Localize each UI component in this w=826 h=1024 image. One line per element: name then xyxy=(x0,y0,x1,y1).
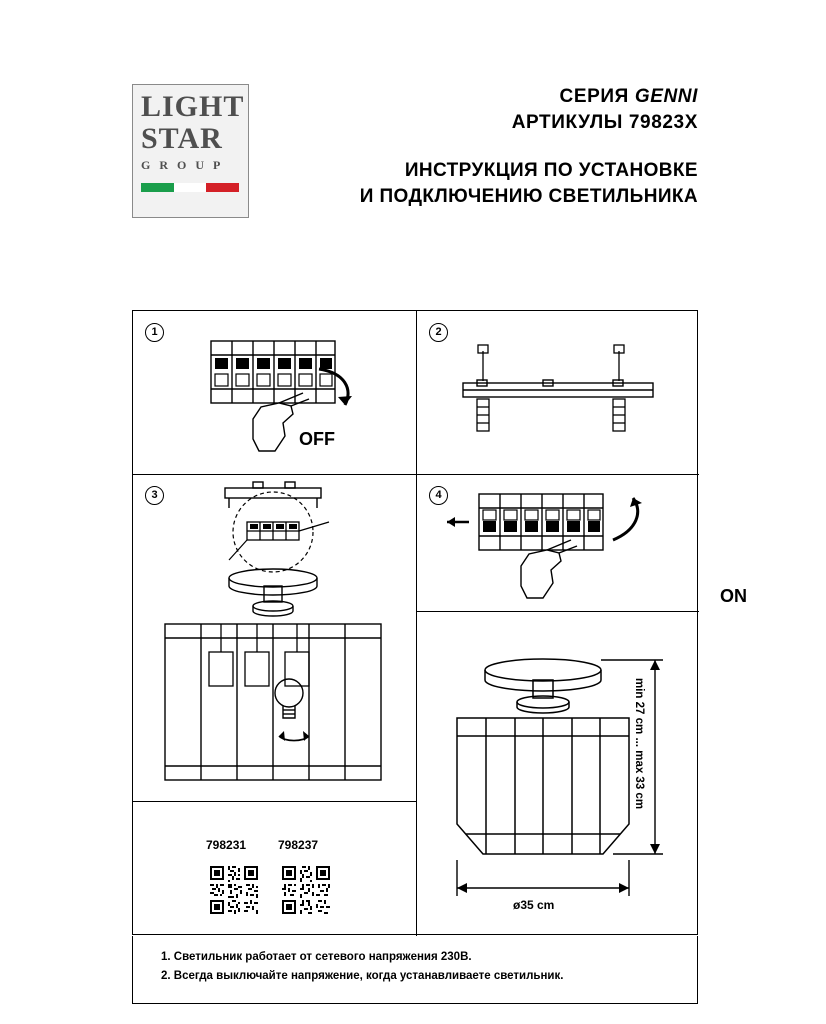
series-label: СЕРИЯ xyxy=(559,86,635,107)
logo-line-2: STAR xyxy=(141,122,223,155)
series-value: GENNI xyxy=(634,86,698,107)
header xyxy=(132,84,698,224)
step-3-figure xyxy=(133,474,416,801)
series-row xyxy=(312,84,698,110)
step-4-figure xyxy=(417,474,747,611)
step-4-label: ON xyxy=(720,586,747,606)
steps-grid xyxy=(132,310,747,935)
qr-code-left[interactable] xyxy=(208,864,260,916)
step-number-4: 4 xyxy=(429,486,448,505)
step-1-label: OFF xyxy=(299,429,335,449)
italian-flag-icon xyxy=(141,183,239,192)
instruction-line-2: И ПОДКЛЮЧЕНИЮ СВЕТИЛЬНИКА xyxy=(359,186,698,207)
article-label: АРТИКУЛЫ xyxy=(511,112,629,133)
step-number-2: 2 xyxy=(429,323,448,342)
logo-line-3: G R O U P xyxy=(141,158,224,172)
qr-code-right[interactable] xyxy=(280,864,332,916)
step-1-figure xyxy=(133,311,416,474)
step-number-1: 1 xyxy=(145,323,164,342)
brand-logo xyxy=(132,84,249,218)
diameter-dimension-label: ø35 cm xyxy=(513,898,555,912)
instruction-line-1: ИНСТРУКЦИЯ ПО УСТАНОВКЕ xyxy=(404,160,698,181)
height-dimension-label: min 27 cm ... max 33 cm xyxy=(633,678,645,810)
code-left: 798231 xyxy=(206,838,247,852)
step-2-figure xyxy=(417,311,699,474)
dimensions-panel xyxy=(417,612,699,936)
title-block xyxy=(312,84,698,210)
note-2: 2. Всегда выключайте напряжение, когда устанавливаете светильник. xyxy=(161,970,564,982)
logo-text xyxy=(141,90,245,173)
notes-panel xyxy=(132,936,698,1004)
article-row xyxy=(312,110,698,136)
step-number-3: 3 xyxy=(145,486,164,505)
logo-line-1: LIGHT xyxy=(141,90,245,123)
article-value: 79823X xyxy=(628,112,698,133)
note-1: 1. Светильник работает от сетевого напряжения 230В. xyxy=(161,951,472,963)
product-codes-panel xyxy=(133,802,416,936)
code-right: 798237 xyxy=(278,838,319,852)
